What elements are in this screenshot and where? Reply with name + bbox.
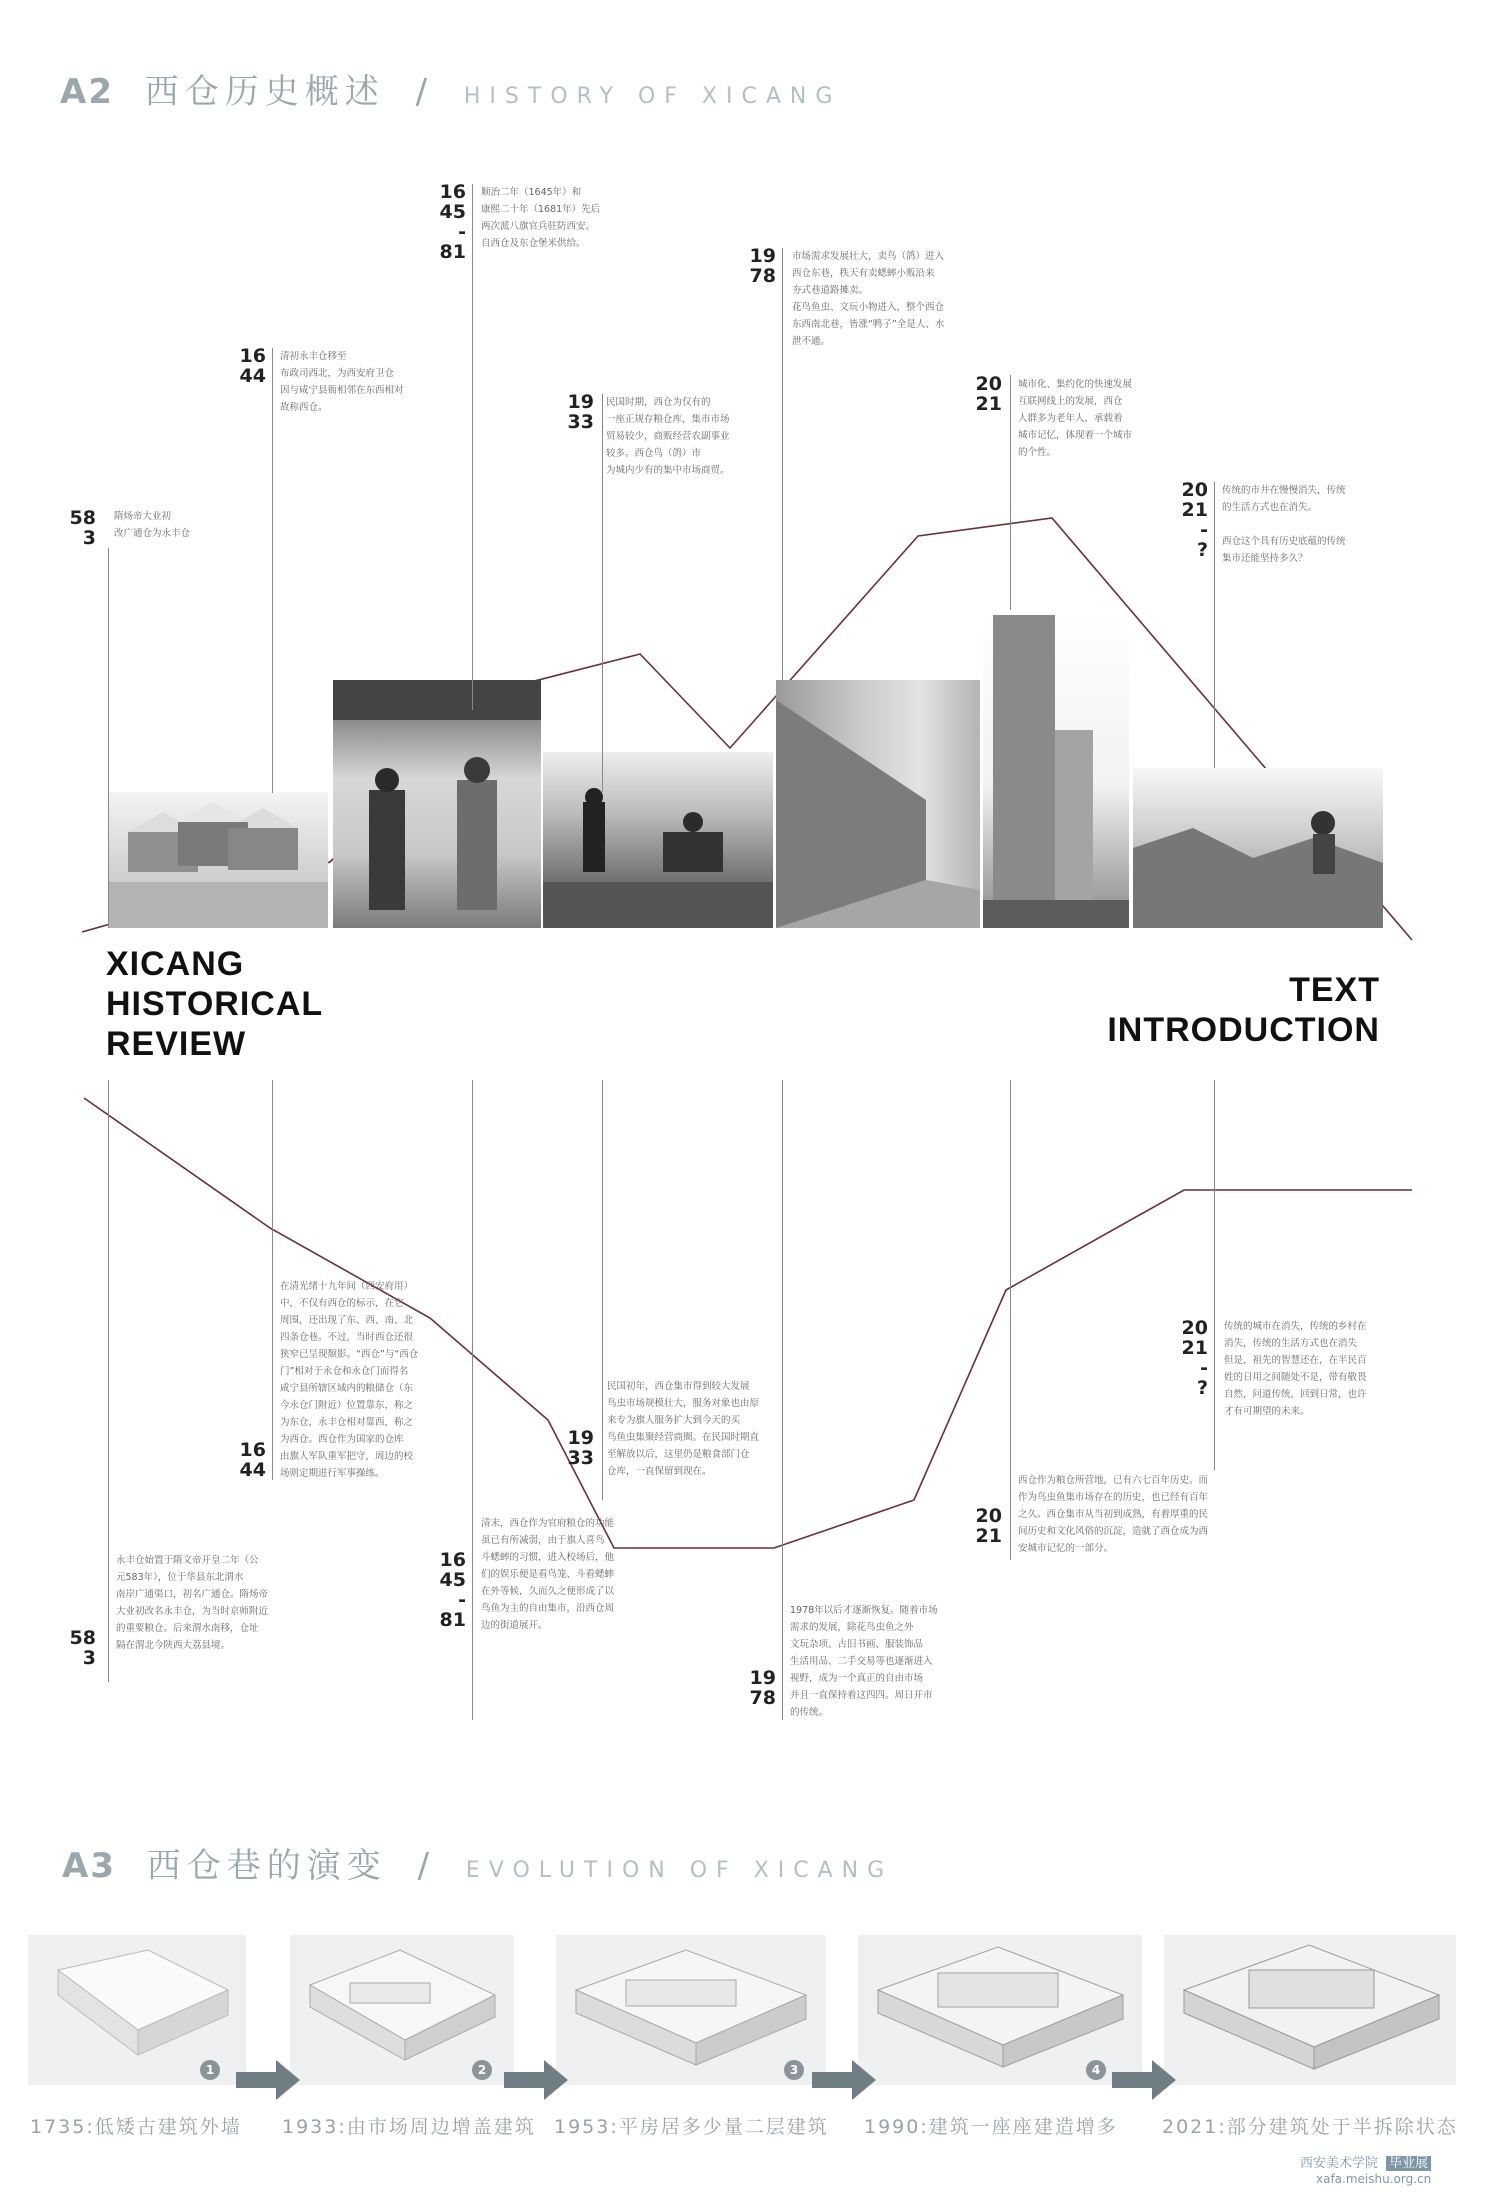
evolution-label: 1990:建筑一座座建造增多 (864, 2116, 1118, 2138)
history-note: 隋炀帝大业初 改广通仓为永丰仓 (114, 511, 191, 539)
history-note: 在清光绪十九年间（西安府用） 中，不仅有西仓的标示，在它 周围，还出现了东、西、南、北 四条仓巷。不过，当时西仓还很 狭窄已呈现颓影。“西仓”与“西仓 门”相对于永仓和永仓门而得名 咸宁县所辖区域内的粮储仓（东 今永仓门附近）位置靠东，称之 为东仓，永丰仓相对靠西，称之 为西仓。西仓作为国家的仓库 由旗人军队重军把守，周边的校 场则定期进行军事操练。 (280, 1281, 419, 1479)
timeline-line (1010, 375, 1011, 610)
history-note: 市场需求发展壮大，卖鸟（鸽）进入 西仓东巷，秩天有卖蟋蟀小贩沿来 夯式巷道路摊卖。 花鸟鱼虫、文玩小物进入，整个西仓 东西南北巷，皆涨“鸭子”全是人、水 泄不通。 (792, 251, 945, 347)
vendors-icon (543, 752, 773, 928)
rubble-icon (1133, 768, 1383, 928)
history-note: 城市化、集约化的快速发展 互联网线上的发展，西仓 人群多为老年人，承载着 城市记忆，体现着一个城市 的个性。 (1018, 379, 1133, 458)
watermark-school (1300, 2152, 1431, 2171)
massing-model-icon (1164, 1935, 1456, 2085)
timeline-line (108, 548, 109, 928)
year-label: 20 21 (975, 1505, 1002, 1547)
two-figures-icon (333, 680, 541, 928)
section-code: A2 (60, 72, 114, 112)
year-label: 58 3 (69, 507, 96, 549)
section-title-a3 (62, 1838, 893, 1887)
photo-street-vendors (543, 752, 773, 928)
timeline-line (602, 1080, 603, 1500)
section-title-en: HISTORY OF XICANG (463, 84, 842, 109)
history-note: 顺治二年（1645年）和 康熙二十年（1681年）先后 两次派八旗官兵驻防西安。 自西仓及东仓堡米供给。 (481, 187, 601, 249)
history-note: 1978年以后才逐渐恢复。随着市场 需求的发展，除花鸟虫鱼之外 文玩杂项、古旧书画、服装饰品 生活用品、二手交易等也逐渐进入 视野，成为一个真正的自由市场 并且一直保持着这四四。周日开市 的传统。 (790, 1605, 938, 1718)
history-note: 传统的市井在慢慢消失，传统 的生活方式也在消失。 西仓这个具有历史底蕴的传统 集市还能坚持多久？ (1222, 485, 1346, 564)
right-heading: TEXT INTRODUCTION (1107, 971, 1380, 1049)
photo-qing-officials (333, 680, 541, 928)
step-number: 2 (472, 2060, 492, 2080)
step-number: 4 (1086, 2060, 1106, 2080)
section-title-en: EVOLUTION OF XICANG (465, 1858, 894, 1883)
timeline-line (272, 1080, 273, 1480)
timeline-line (108, 1080, 109, 1682)
year-label: 58 3 (69, 1627, 96, 1669)
watermark-badge: 毕业展 (1386, 2156, 1431, 2171)
year-label: 19 33 (567, 1427, 594, 1469)
year-label: 16 45 - 81 (439, 181, 466, 263)
timeline-line (782, 1080, 783, 1720)
title-slash: / (417, 1846, 436, 1886)
timeline-line (1010, 1080, 1011, 1560)
timeline-line (272, 348, 273, 793)
tower-icon (983, 610, 1129, 928)
history-note: 民国时期，西仓为仅有的 一座正规存粮仓库，集市市场 贸易较少，商贩经营农副事业 较多。西仓鸟（鸽）市 为城内少有的集中市场商贸。 (606, 397, 730, 476)
photo-high-rise (983, 610, 1129, 928)
year-label: 20 21 - ? (1181, 1317, 1208, 1399)
history-note: 清初永丰仓移至 布政司西北，为西安府卫仓 因与咸宁县衙相邻在东西相对 故称西仓。 (280, 351, 404, 413)
step-number: 1 (200, 2060, 220, 2080)
timeline-line (472, 1080, 473, 1720)
watermark-name: 西安美术学院 (1300, 2156, 1379, 2171)
alley-wall-icon (776, 680, 980, 928)
photo-xicang-alley (776, 680, 980, 928)
evolution-label: 2021:部分建筑处于半拆除状态 (1162, 2116, 1458, 2138)
year-label: 16 44 (239, 1439, 266, 1481)
title-slash: / (415, 72, 434, 112)
year-label: 20 21 - ? (1181, 479, 1208, 561)
year-label: 19 78 (749, 1667, 776, 1709)
warehouse-roofs-icon (108, 792, 328, 928)
evolution-label: 1933:由市场周边增盖建筑 (282, 2116, 536, 2138)
timeline-line (1214, 482, 1215, 768)
arrow-right-icon (812, 2058, 878, 2102)
timeline-line (602, 394, 603, 792)
photo-demolition (1133, 768, 1383, 928)
history-note: 民国初年，西仓集市得到较大发展 鸟虫市场规模壮大，服务对象也由原 来专为旗人服务扩大到今天的买 鸟鱼虫集聚经营商圈。在民国时期直 至解放以后，这里仍是粮食部门仓 仓库，一直保留到现在。 (607, 1381, 760, 1477)
evolution-label: 1953:平房居多少量二层建筑 (554, 2116, 829, 2138)
photo-warehouse (108, 792, 328, 928)
year-label: 19 78 (749, 245, 776, 287)
history-note: 永丰仓始置于隋文帝开皇二年（公 元583年），位于华县东北渭水 南岸广通渠口，初名广通仓。隋炀帝 大业初改名永丰仓，为当时京师附近 的重要粮仓。后来渭水南移，仓址 隔在渭北今陕西大荔县境。 (116, 1555, 269, 1651)
history-note: 清末，西仓作为官府粮仓的功能 虽已有所减弱，由于旗人喜鸟 斗蟋蟀的习惯，进入校场后，他 们的娱乐便是看鸟笼、斗看蟋蟀 在外等候，久而久之便形成了以 鸟鱼为主的自由集市，沿西仓周 边的街道展开。 (481, 1518, 615, 1631)
history-note: 西仓作为粮仓所营地，已有六七百年历史。而 作为鸟虫鱼集市场存在的历史，也已经有百年 之久。西仓集市从当初到成熟，有着厚重的民 间历史和文化风俗的沉淀，造就了西仓成为西 安城市记忆的一部分。 (1018, 1475, 1209, 1554)
timeline-line (472, 184, 473, 710)
step-number: 3 (784, 2060, 804, 2080)
arrow-right-icon (236, 2058, 302, 2102)
arrow-right-icon (504, 2058, 570, 2102)
arrow-right-icon (1112, 2058, 1178, 2102)
timeline-line (1214, 1080, 1215, 1470)
evolution-label: 1735:低矮古建筑外墙 (30, 2116, 242, 2138)
history-note: 传统的城市在消失，传统的乡村在 消失，传统的生活方式也在消失 但是，祖先的智慧还在，在半民百 姓的日用之间随处不是，带有敬畏 自然，问道传统，回到日常，也许 才有可期望的未来。 (1224, 1321, 1367, 1417)
section-title-zh: 西仓历史概述 (144, 72, 385, 112)
year-label: 19 33 (567, 391, 594, 433)
left-heading: XICANG HISTORICAL REVIEW (106, 945, 324, 1063)
year-label: 16 44 (239, 345, 266, 387)
year-label: 20 21 (975, 373, 1002, 415)
section-code: A3 (62, 1846, 116, 1886)
year-label: 16 45 - 81 (439, 1549, 466, 1631)
evolution-model-2021 (1164, 1935, 1456, 2085)
section-title-zh: 西仓巷的演变 (146, 1846, 387, 1886)
timeline-line (782, 248, 783, 680)
watermark-url: xafa.meishu.org.cn (1316, 2172, 1432, 2186)
